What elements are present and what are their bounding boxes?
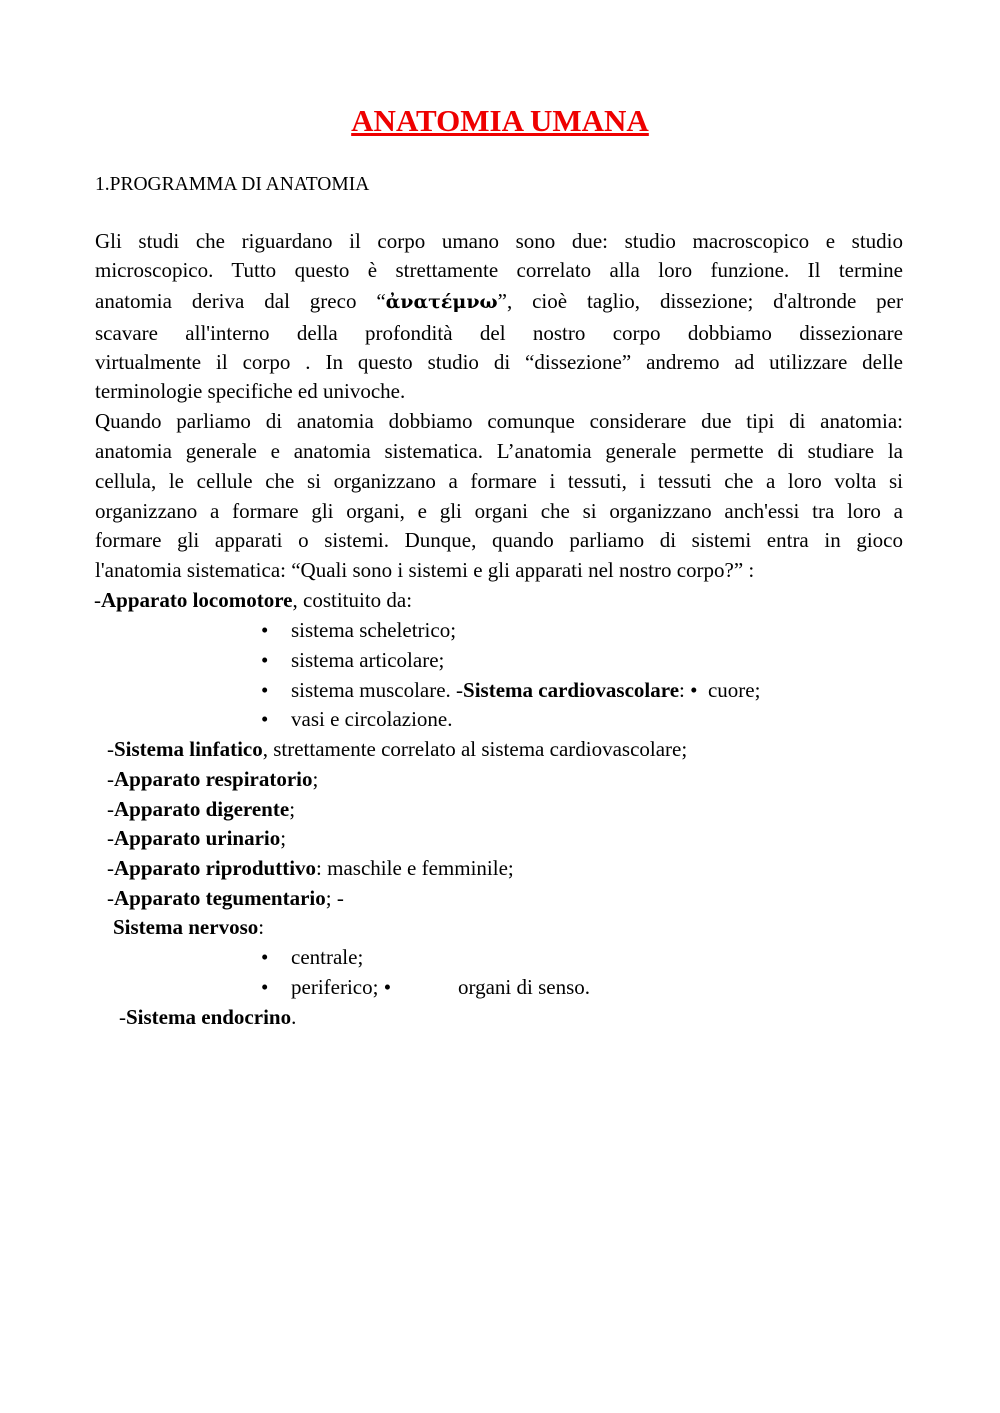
sub-item-articolare: sistema articolare;	[291, 648, 445, 672]
sub-item-vasi: vasi e circolazione.	[291, 707, 453, 731]
paragraph-2-line-2: anatomia generale e anatomia sistematica. L’anatomia generale permette di studiare la	[95, 439, 903, 463]
paragraph-2-line-1: Quando parliamo di anatomia dobbiamo comunque considerare due tipi di anatomia:	[95, 409, 903, 433]
sub-item-organi-senso: organi di senso.	[458, 975, 591, 999]
bullet-icon: •	[261, 648, 269, 672]
sub-item-centrale: centrale;	[291, 945, 364, 969]
sub-item-scheletrico: sistema scheletrico;	[291, 618, 457, 642]
list-item-locomotore: -Apparato locomotore, costituito da:	[94, 588, 413, 612]
section-heading: 1.PROGRAMMA DI ANATOMIA	[95, 174, 370, 195]
document-title: ANATOMIA UMANA	[351, 103, 649, 138]
paragraph-2-line-5: formare gli apparati o sistemi. Dunque, quando parliamo di sistemi entra in gioco	[95, 528, 903, 552]
paragraph-1-line-4: scavare all'interno della profondità del nostro corpo dobbiamo dissezionare	[95, 321, 903, 345]
greek-quote-close: ”, cioè taglio, dissezione; d'altronde per	[497, 289, 903, 313]
paragraph-1-line-5: virtualmente il corpo . In questo studio di “dissezione” andremo ad utilizzare delle	[95, 350, 903, 374]
greek-word: ἀνατέμνω	[385, 291, 498, 313]
paragraph-2-line-6: l'anatomia sistematica: “Quali sono i sistemi e gli apparati nel nostro corpo?” :	[95, 558, 755, 582]
bullet-icon: •	[261, 975, 269, 999]
list-item-urinario: -Apparato urinario;	[107, 826, 287, 850]
bullet-icon: •	[261, 707, 269, 731]
list-item-digerente: -Apparato digerente;	[107, 797, 296, 821]
sub-item-periferico: periferico; •	[291, 975, 392, 999]
paragraph-1-line-2: microscopico. Tutto questo è strettamente correlato alla loro funzione. Il termine	[95, 258, 903, 282]
list-item-riproduttivo: -Apparato riproduttivo: maschile e femminile;	[107, 856, 514, 880]
paragraph-2-line-4: organizzano a formare gli organi, e gli organi che si organizzano anch'essi tra loro a	[95, 499, 903, 523]
bullet-icon: •	[261, 618, 269, 642]
list-item-tegumentario: -Apparato tegumentario; -	[107, 886, 344, 910]
bullet-icon: •	[261, 678, 269, 702]
paragraph-1-line-6: terminologie specifiche ed univoche.	[95, 379, 406, 403]
sub-item-muscolare: sistema muscolare. -Sistema cardiovascolare: • cuore;	[291, 678, 761, 702]
paragraph-1-line-3	[95, 287, 903, 316]
list-item-linfatico: -Sistema linfatico, strettamente correlato al sistema cardiovascolare;	[107, 737, 688, 761]
paragraph-2-line-3: cellula, le cellule che si organizzano a formare i tessuti, i tessuti che a loro volta si	[95, 469, 903, 493]
list-item-nervoso: Sistema nervoso:	[113, 915, 265, 939]
list-item-respiratorio: -Apparato respiratorio;	[107, 767, 319, 791]
bullet-icon: •	[261, 945, 269, 969]
paragraph-1-line-1: Gli studi che riguardano il corpo umano sono due: studio macroscopico e studio	[95, 229, 903, 253]
list-item-endocrino: -Sistema endocrino.	[119, 1005, 297, 1029]
greek-quote-open: anatomia deriva dal greco “	[95, 289, 386, 313]
